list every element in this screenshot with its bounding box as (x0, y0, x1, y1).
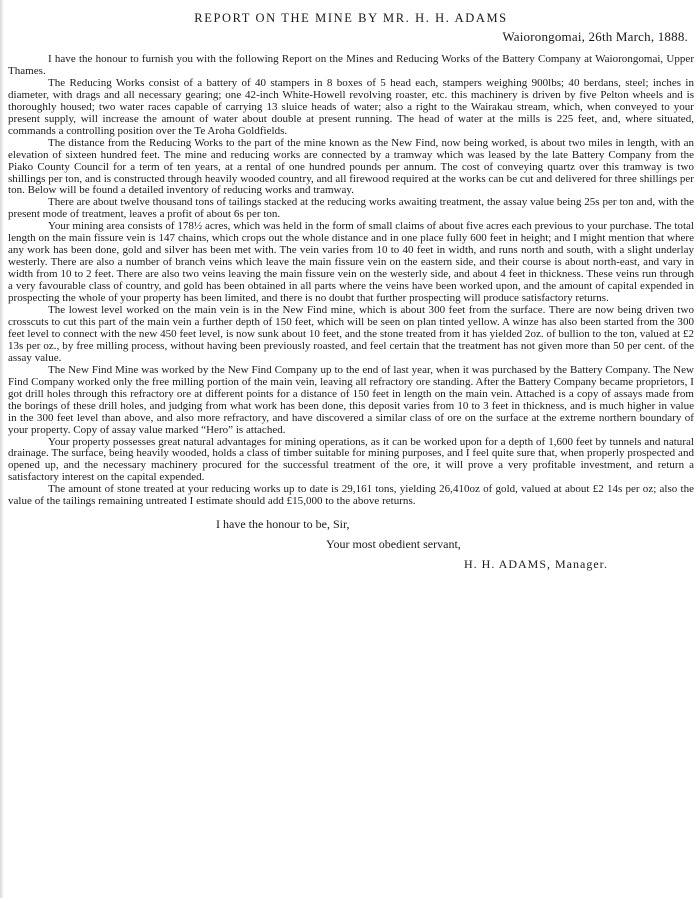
report-dateline: Waiorongomai, 26th March, 1888. (502, 29, 688, 44)
closing-line: I have the honour to be, Sir, (216, 517, 350, 532)
signature: H. H. ADAMS, Manager. (464, 557, 608, 572)
paragraph-reducing-works: The Reducing Works consist of a battery of 40 stampers in 8 boxes of 5 head each, stampers weighing 900lbs; 40 berdans, steel; inches in diameter, with drags and all necessary gearing; one 42-inch White-Howell revolving roaster, etc. this machinery is driven by five Pelton wheels and is thoroughly housed; two water races capable of carrying 13 sluice heads of water; also a right to the Wairakau stream, which, when conveyed to your present supply, will increase the amount of water about double at present running. The head of water at the mills is 225 feet, and, where situated, commands a controlling position over the Te Aroha Goldfields. (8, 76, 694, 137)
paragraph-lowest-level: The lowest level worked on the main vein is in the New Find mine, which is about 300 feet from the surface. There are now being driven two crosscuts to cut this part of the main vein a further depth of 150 feet, which will be seen on plan tinted yellow. A winze has also been started from the 300 feet level to connect with the new 450 feet level, is now sunk about 10 feet, and the stone treated from it has yielded 2oz. of bullion to the ton, valued at £2 13s per oz., by free milling process, without having been previously roasted, and feel certain that the treatment has not given more than 50 per cent. of the assay value. (8, 304, 694, 364)
paragraph-mining-area: Your mining area consists of 178½ acres, which was held in the form of small claims of about five acres each previous to your purchase. The total length on the main fissure vein is 147 chains, which crops out the whole distance and in one place fully 600 feet in height; and I might mention that where any work has been done, gold and silver has been met with. The vein varies from 10 to 40 feet in width, and runs north and south, with a slight underlay westerly. There are also a number of branch veins which leave the main fissure vein on the eastern side, and their course is about north-east, and vary in width from 10 to 2 feet. There are also two veins leaving the main fissure vein on the westerly side, and about 4 feet in thickness. These veins run through a very favourable class of country, and gold has been obtained in all parts where the veins have been worked upon, and the amount of capital expended in prospecting the whole of your property has been limited, and there is no doubt that further prospecting will produce satisfactory returns. (8, 220, 694, 305)
servant-line: Your most obedient servant, (326, 537, 461, 552)
report-body (8, 54, 694, 508)
sign-off (8, 514, 694, 574)
paragraph-intro: I have the honour to furnish you with the following Report on the Mines and Reducing Works of the Battery Company at Waiorongomai, Upper Thames. (8, 53, 694, 77)
paragraph-advantages: Your property possesses great natural advantages for mining operations, as it can be worked upon for a depth of 1,600 feet by tunnels and natural drainage. The surface, being heavily wooded, holds a class of timber suitable for mining purposes, and I feel quite sure that, when properly prospected and opened up, and the necessary machinery procured for the successful treatment of the ore, it will prove a very profitable investment, and return a satisfactory interest on the capital expended. (8, 435, 694, 484)
paragraph-tailings: There are about twelve thousand tons of tailings stacked at the reducing works awaiting treatment, the assay value being 25s per ton and, with the present mode of treatment, leaves a profit of about 6s per ton. (8, 196, 694, 221)
page-edge-shadow (0, 0, 4, 898)
paragraph-returns: The amount of stone treated at your reducing works up to date is 29,161 tons, yielding 26,410oz of gold, valued at about £2 14s per oz; also the value of the tailings remaining untreated I estimate should add £15,000 to the above returns. (8, 483, 694, 508)
paragraph-tramway: The distance from the Reducing Works to the part of the mine known as the New Find, now being worked, is about two miles in length, with an elevation of sixteen hundred feet. The mine and reducing works are connected by a tramway which was leased by the late Battery Company from the Piako County Council for a term of ten years, at a rental of one hundred pounds per annum. The cost of conveying quartz over this tramway is two shillings per ton, and is constructed through heavily wooded country, and all firewood required at the works can be cut and delivered for three shillings per ton. Below will be found a detailed inventory of reducing works and tramway. (8, 136, 694, 197)
report-title: REPORT ON THE MINE BY MR. H. H. ADAMS (194, 11, 508, 25)
paragraph-new-find-mine: The New Find Mine was worked by the New Find Company up to the end of last year, when it was purchased by the Battery Company. The New Find Company worked only the free milling portion of the main vein, leaving all refractory ore standing. After the Battery Company became proprietors, I got drill holes through this refractory ore at different points for a distance of 150 feet in length on the main vein. Attached is a copy of assays made from the borings of these drill holes, and judging from what work has been done, this deposit varies from 10 to 3 feet in thickness, and is much higher in value in the 300 feet level than above, and also more refractory, and have discovered a similar class of ore on the surface at the extreme northern boundary of your property. Copy of assay value marked “Hero” is attached. (8, 363, 694, 436)
